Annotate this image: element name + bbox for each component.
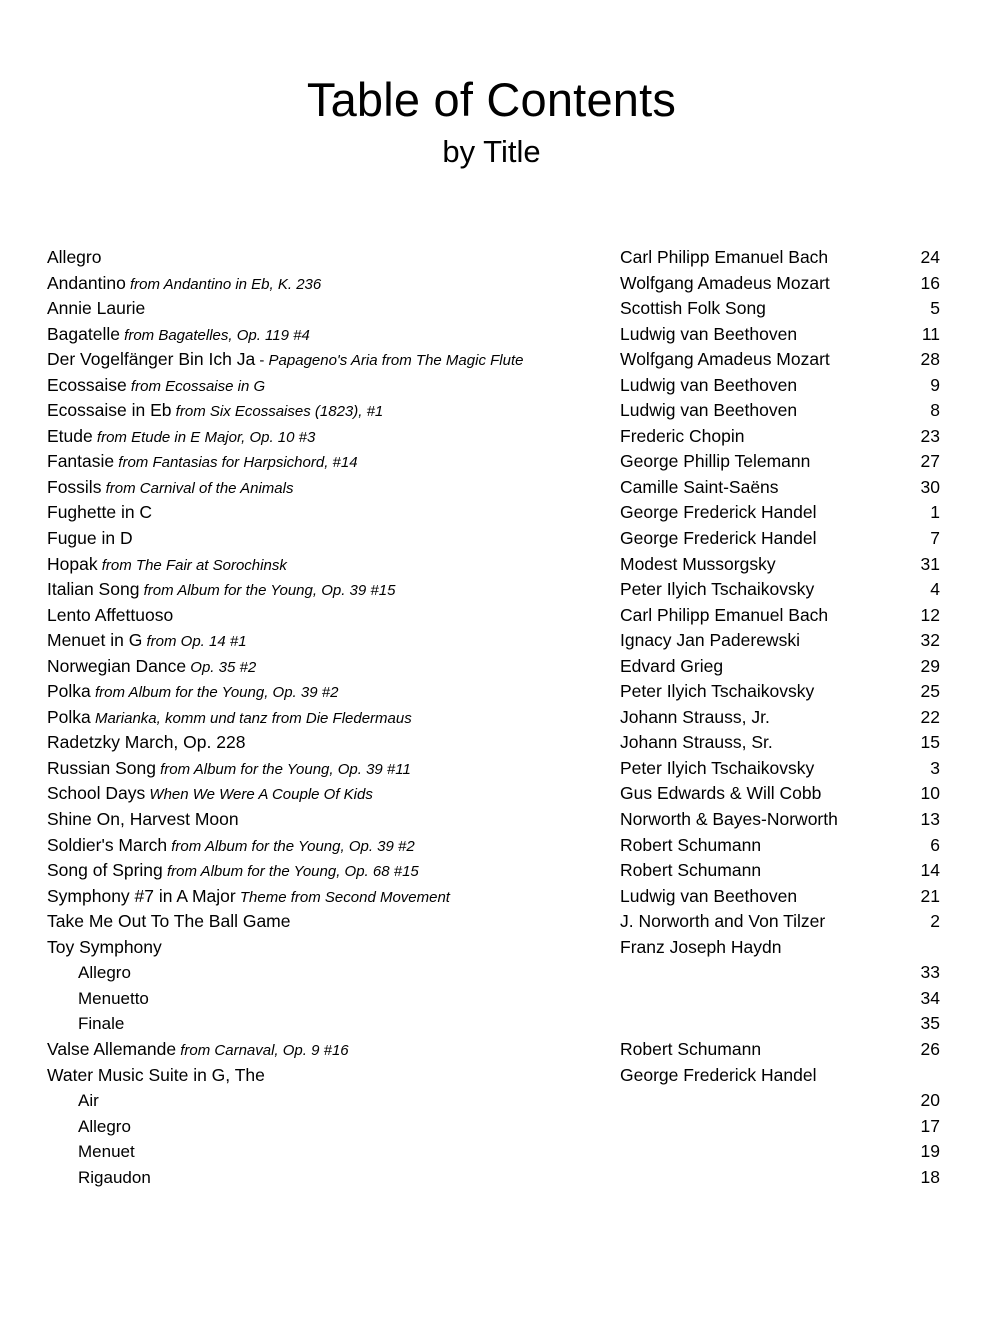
entry-composer: Ignacy Jan Paderewski xyxy=(620,630,800,651)
entry-composer: Ludwig van Beethoven xyxy=(620,374,798,395)
entry-title xyxy=(47,322,620,349)
entry-title xyxy=(47,909,620,935)
entry-title-subtitle: Theme from Second Movement xyxy=(235,888,450,906)
entry-title-main: Allegro xyxy=(78,963,131,983)
entry-title xyxy=(47,296,620,322)
entry-composer: Ludwig van Beethoven xyxy=(620,400,798,421)
entry-title-main: Song of Spring xyxy=(47,860,163,881)
table-row xyxy=(47,1037,940,1063)
entry-title-subtitle: from Andantino in Eb, K. 236 xyxy=(125,275,322,293)
entry-page-number: 20 xyxy=(920,1090,940,1111)
entry-title-subtitle: from Album for the Young, Op. 39 #2 xyxy=(90,684,339,702)
table-row xyxy=(47,424,940,450)
entry-composer: Franz Joseph Haydn xyxy=(620,936,782,957)
entry-composer: Norworth & Bayes-Norworth xyxy=(620,809,838,830)
entry-title xyxy=(47,1011,620,1037)
entry-title xyxy=(47,347,620,374)
entry-title xyxy=(47,679,620,706)
entry-title-main: Allegro xyxy=(78,1116,131,1136)
entry-title xyxy=(47,833,620,860)
movement-row xyxy=(47,1114,940,1140)
entry-page-number: 26 xyxy=(920,1038,940,1059)
table-row xyxy=(47,526,940,552)
entry-title-subtitle: Marianka, komm und tanz from Die Fledermaus xyxy=(90,709,412,727)
page-heading xyxy=(0,0,983,167)
entry-page-number: 23 xyxy=(920,425,940,446)
entry-title-main: Menuet in G xyxy=(47,630,143,651)
table-row xyxy=(47,858,940,884)
entry-title-main: Take Me Out To The Ball Game xyxy=(47,911,291,932)
table-row xyxy=(47,679,940,705)
table-row xyxy=(47,245,940,271)
entry-title-subtitle: When We Were A Couple Of Kids xyxy=(145,786,373,804)
entry-title-subtitle: from Album for the Young, Op. 39 #2 xyxy=(167,837,415,855)
entry-title-main: Polka xyxy=(47,681,91,702)
entry-title xyxy=(47,986,620,1012)
table-row xyxy=(47,552,940,578)
entry-page-number: 22 xyxy=(920,706,940,727)
table-row xyxy=(47,322,940,348)
entry-title xyxy=(47,398,620,425)
entry-title-main: Toy Symphony xyxy=(47,936,162,957)
entry-title-main: Fossils xyxy=(47,476,102,497)
entry-title-main: Valse Allemande xyxy=(47,1038,177,1059)
entry-title-main: Bagatelle xyxy=(47,323,120,344)
entry-composer: Robert Schumann xyxy=(620,860,762,881)
entry-title-main: Ecossaise xyxy=(47,374,127,395)
table-row xyxy=(47,705,940,731)
table-row xyxy=(47,909,940,935)
entry-title-subtitle: from Bagatelles, Op. 119 #4 xyxy=(119,326,310,344)
entry-title-main: Fughette in C xyxy=(47,502,153,523)
entry-title-main: Menuet xyxy=(78,1142,135,1162)
entry-composer: Edvard Grieg xyxy=(620,655,724,676)
entry-page-number: 11 xyxy=(921,323,940,344)
entry-title-main: Lento Affettuoso xyxy=(47,604,174,625)
entry-composer: Peter Ilyich Tschaikovsky xyxy=(620,757,815,778)
entry-title-main: Water Music Suite in G, The xyxy=(47,1064,265,1085)
entry-page-number: 24 xyxy=(920,247,940,267)
entry-title-subtitle: from Six Ecossaises (1823), #1 xyxy=(171,403,384,421)
table-row xyxy=(47,500,940,526)
entry-page-number: 29 xyxy=(920,655,940,676)
entry-title-subtitle: from Op. 14 #1 xyxy=(142,633,247,651)
entry-title-main: Andantino xyxy=(47,272,126,293)
entry-page-number: 6 xyxy=(930,834,940,855)
contents-list xyxy=(47,245,940,1190)
entry-title xyxy=(47,577,620,604)
entry-page-number: 9 xyxy=(930,374,940,395)
table-row xyxy=(47,603,940,629)
movement-row xyxy=(47,986,940,1012)
entry-page-number: 16 xyxy=(920,272,940,293)
entry-page-number: 7 xyxy=(930,528,940,549)
movement-row xyxy=(47,1011,940,1037)
entry-title-main: Etude xyxy=(47,425,93,446)
entry-title-main: Shine On, Harvest Moon xyxy=(47,809,239,830)
entry-title xyxy=(47,1063,620,1089)
entry-composer: Frederic Chopin xyxy=(620,425,745,446)
entry-composer: Wolfgang Amadeus Mozart xyxy=(620,349,830,370)
entry-composer: Carl Philipp Emanuel Bach xyxy=(620,604,829,625)
entry-composer: Modest Mussorgsky xyxy=(620,553,776,574)
table-row xyxy=(47,1063,940,1089)
entry-page-number: 10 xyxy=(920,783,940,804)
entry-page-number: 33 xyxy=(920,962,940,983)
movement-row xyxy=(47,960,940,986)
entry-title-subtitle: from Carnival of the Animals xyxy=(101,479,294,497)
entry-title-main: Der Vogelfänger Bin Ich Ja xyxy=(47,349,256,370)
entry-page-number: 15 xyxy=(920,732,940,753)
entry-title xyxy=(47,1037,620,1064)
entry-title-main: Annie Laurie xyxy=(47,298,146,319)
entry-title-main: Finale xyxy=(78,1014,125,1034)
entry-title xyxy=(47,526,620,552)
entry-page-number: 4 xyxy=(930,579,940,600)
entry-title xyxy=(47,807,620,833)
table-row xyxy=(47,807,940,833)
entry-title-main: Norwegian Dance xyxy=(47,655,187,676)
entry-title-subtitle: from Album for the Young, Op. 68 #15 xyxy=(162,863,419,881)
entry-page-number: 12 xyxy=(920,604,940,625)
entry-title xyxy=(47,475,620,502)
entry-page-number: 5 xyxy=(930,298,940,319)
table-row xyxy=(47,347,940,373)
table-row xyxy=(47,475,940,501)
entry-title xyxy=(47,1088,620,1114)
entry-title xyxy=(47,730,620,756)
entry-page-number: 14 xyxy=(920,860,940,881)
entry-composer: George Frederick Handel xyxy=(620,1064,817,1085)
entry-title-main: Russian Song xyxy=(47,757,156,778)
entry-title-subtitle: from Etude in E Major, Op. 10 #3 xyxy=(92,428,316,446)
entry-composer: Camille Saint-Saëns xyxy=(620,476,779,497)
entry-title xyxy=(47,1114,620,1140)
entry-title-main: Air xyxy=(78,1091,99,1111)
entry-composer: Carl Philipp Emanuel Bach xyxy=(620,247,829,267)
entry-page-number: 21 xyxy=(920,885,940,906)
entry-title xyxy=(47,552,620,579)
entry-composer: Johann Strauss, Jr. xyxy=(620,706,770,727)
movement-row xyxy=(47,1165,940,1191)
entry-title-subtitle: from Ecossaise in G xyxy=(126,377,266,395)
entry-title-main: Rigaudon xyxy=(78,1167,151,1187)
entry-title xyxy=(47,654,620,681)
entry-page-number: 8 xyxy=(930,400,940,421)
entry-title-subtitle: from The Fair at Sorochinsk xyxy=(97,556,287,574)
entry-title xyxy=(47,884,620,911)
table-row xyxy=(47,730,940,756)
entry-composer: Ludwig van Beethoven xyxy=(620,323,798,344)
entry-composer: Wolfgang Amadeus Mozart xyxy=(620,272,830,293)
entry-title xyxy=(47,603,620,629)
table-row xyxy=(47,884,940,910)
entry-page-number: 30 xyxy=(920,476,940,497)
entry-title-main: Italian Song xyxy=(47,579,140,600)
entry-title xyxy=(47,245,620,271)
entry-title xyxy=(47,373,620,400)
entry-page-number: 2 xyxy=(930,911,940,932)
entry-title xyxy=(47,424,620,451)
entry-title-main: Fantasie xyxy=(47,451,115,472)
entry-title-main: School Days xyxy=(47,783,146,804)
entry-title-main: Polka xyxy=(47,706,91,727)
entry-page-number: 27 xyxy=(920,451,940,472)
table-row xyxy=(47,373,940,399)
entry-title-main: Soldier's March xyxy=(47,834,168,855)
entry-composer: Gus Edwards & Will Cobb xyxy=(620,783,822,804)
entry-page-number: 31 xyxy=(920,553,940,574)
entry-title-main: Hopak xyxy=(47,553,98,574)
entry-title-subtitle: from Carnaval, Op. 9 #16 xyxy=(176,1041,349,1059)
entry-page-number: 25 xyxy=(920,681,940,702)
entry-title xyxy=(47,960,620,986)
entry-composer: Peter Ilyich Tschaikovsky xyxy=(620,681,815,702)
entry-title-main: Fugue in D xyxy=(47,528,133,549)
entry-title-subtitle: from Album for the Young, Op. 39 #11 xyxy=(155,760,411,778)
entry-title-main: Symphony #7 in A Major xyxy=(47,885,236,906)
entry-title xyxy=(47,756,620,783)
table-row xyxy=(47,756,940,782)
entry-title xyxy=(47,781,620,808)
entry-title-subtitle: Op. 35 #2 xyxy=(186,658,257,676)
entry-title-main: Allegro xyxy=(47,247,102,267)
table-row xyxy=(47,577,940,603)
entry-title xyxy=(47,449,620,476)
entry-page-number: 17 xyxy=(920,1115,940,1136)
entry-composer: J. Norworth and Von Tilzer xyxy=(620,911,826,932)
entry-title xyxy=(47,858,620,885)
entry-page-number: 28 xyxy=(920,349,940,370)
entry-composer: Robert Schumann xyxy=(620,1038,762,1059)
table-row xyxy=(47,833,940,859)
entry-title xyxy=(47,271,620,298)
entry-composer: Ludwig van Beethoven xyxy=(620,885,798,906)
entry-page-number: 3 xyxy=(930,757,940,778)
entry-page-number: 19 xyxy=(920,1141,940,1162)
page-subtitle: by Title xyxy=(442,134,541,169)
table-row xyxy=(47,781,940,807)
entry-title-subtitle: from Fantasias for Harpsichord, #14 xyxy=(114,454,358,472)
entry-page-number: 34 xyxy=(920,987,940,1008)
table-row xyxy=(47,935,940,961)
table-row xyxy=(47,296,940,322)
entry-title-subtitle: Papageno's Aria from The Magic Flute xyxy=(268,352,524,370)
entry-composer: Robert Schumann xyxy=(620,834,762,855)
entry-composer: George Frederick Handel xyxy=(620,528,817,549)
entry-title xyxy=(47,705,620,732)
movement-row xyxy=(47,1139,940,1165)
entry-title-main: Radetzky March, Op. 228 xyxy=(47,732,246,753)
entry-title-main: Ecossaise in Eb xyxy=(47,400,172,421)
entry-title xyxy=(47,1139,620,1165)
entry-composer: George Phillip Telemann xyxy=(620,451,811,472)
entry-title xyxy=(47,628,620,655)
table-row xyxy=(47,398,940,424)
entry-title-subtitle: from Album for the Young, Op. 39 #15 xyxy=(139,582,396,600)
movement-row xyxy=(47,1088,940,1114)
entry-page-number: 13 xyxy=(920,809,940,830)
entry-title xyxy=(47,500,620,526)
entry-composer: George Frederick Handel xyxy=(620,502,817,523)
entry-title xyxy=(47,935,620,961)
table-row xyxy=(47,449,940,475)
entry-title-main: Menuetto xyxy=(78,988,149,1008)
table-row xyxy=(47,271,940,297)
entry-composer: Scottish Folk Song xyxy=(620,298,766,319)
entry-title xyxy=(47,1165,620,1191)
entry-composer: Peter Ilyich Tschaikovsky xyxy=(620,579,815,600)
entry-page-number: 32 xyxy=(920,630,940,651)
entry-title-separator: - xyxy=(255,352,269,370)
entry-page-number: 18 xyxy=(920,1166,940,1187)
page-title: Table of Contents xyxy=(306,73,677,126)
entry-page-number: 35 xyxy=(920,1013,940,1034)
entry-composer: Johann Strauss, Sr. xyxy=(620,732,773,753)
table-row xyxy=(47,654,940,680)
entry-page-number: 1 xyxy=(930,502,940,523)
table-row xyxy=(47,628,940,654)
